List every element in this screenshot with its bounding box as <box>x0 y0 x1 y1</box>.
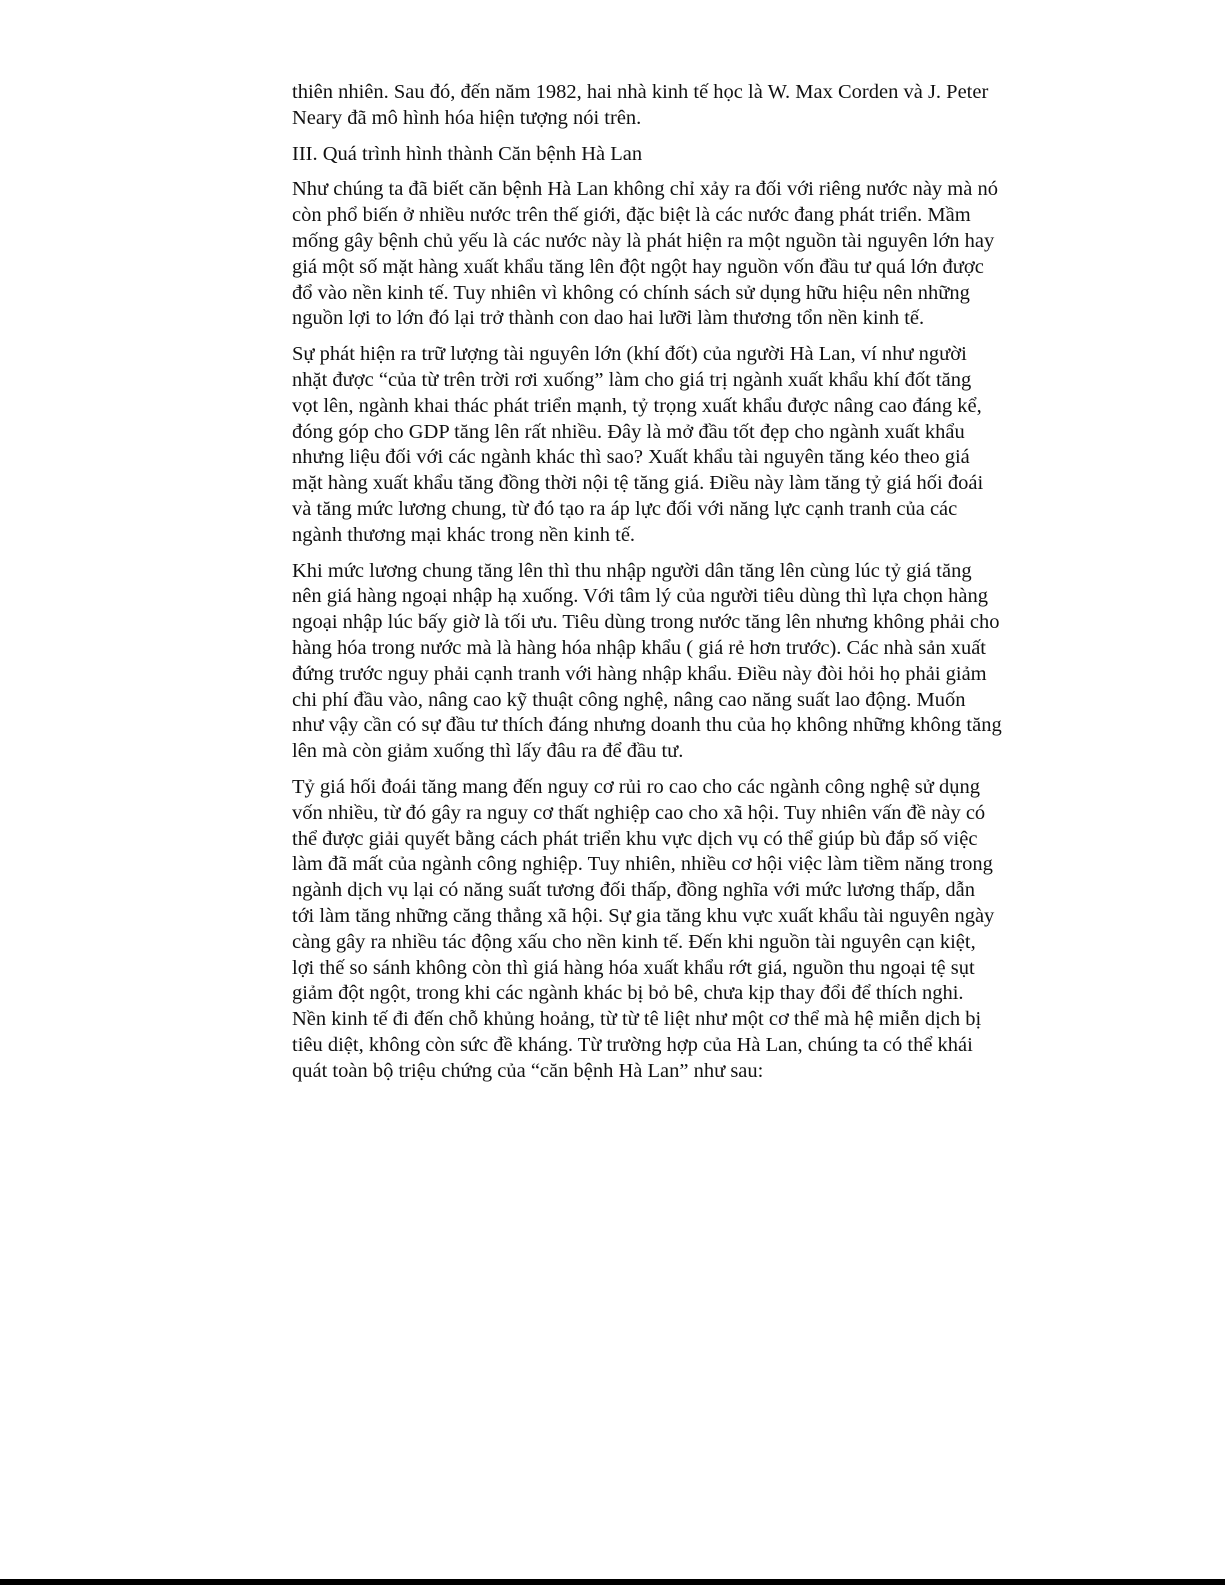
document-body <box>292 80 1002 1094</box>
paragraph-wages-imports: Khi mức lương chung tăng lên thì thu nhập người dân tăng lên cùng lúc tỷ giá tăng nên giá hàng ngoại nhập hạ xuống. Với tâm lý của người tiêu dùng thì lựa chọn hàng ngoại nhập lúc bấy giờ là tối ưu. Tiêu dùng trong nước tăng lên nhưng không phải cho hàng hóa trong nước mà là hàng hóa nhập khẩu ( giá rẻ hơn trước). Các nhà sản xuất đứng trước nguy phải cạnh tranh với hàng nhập khẩu. Điều này đòi hỏi họ phải giảm chi phí đầu vào, nâng cao kỹ thuật công nghệ, nâng cao năng suất lao động. Muốn như vậy cần có sự đầu tư thích đáng nhưng doanh thu của họ không những không tăng lên mà còn giảm xuống thì lấy đâu ra để đầu tư. <box>292 559 1002 763</box>
paragraph-exchange-rate: Tỷ giá hối đoái tăng mang đến nguy cơ rủi ro cao cho các ngành công nghệ sử dụng vốn nhiều, từ đó gây ra nguy cơ thất nghiệp cao cho xã hội. Tuy nhiên vấn đề này có thể được giải quyết bằng cách phát triển khu vực dịch vụ có thể giúp bù đắp số việc làm đã mất của ngành công nghiệp. Tuy nhiên, nhiều cơ hội việc làm tiềm năng trong ngành dịch vụ lại có năng suất tương đối thấp, đồng nghĩa với mức lương thấp, dẫn tới làm tăng những căng thẳng xã hội. Sự gia tăng khu vực xuất khẩu tài nguyên ngày càng gây ra nhiều tác động xấu cho nền kinh tế. Đến khi nguồn tài nguyên cạn kiệt, lợi thế so sánh không còn thì giá hàng hóa xuất khẩu rớt giá, nguồn thu ngoại tệ sụt giảm đột ngột, trong khi các ngành khác bị bỏ bê, chưa kịp thay đổi để thích nghi. Nền kinh tế đi đến chỗ khủng hoảng, từ từ tê liệt như một cơ thể mà hệ miễn dịch bị tiêu diệt, không còn sức đề kháng. Từ trường hợp của Hà Lan, chúng ta có thể khái quát toàn bộ triệu chứng của “căn bệnh Hà Lan” như sau: <box>292 775 995 1082</box>
section-heading: III. Quá trình hình thành Căn bệnh Hà Lan <box>292 142 643 165</box>
paragraph-intro-continuation: thiên nhiên. Sau đó, đến năm 1982, hai nhà kinh tế học là W. Max Corden và J. Peter Neary đã mô hình hóa hiện tượng nói trên. <box>292 81 989 129</box>
paragraph-overview: Như chúng ta đã biết căn bệnh Hà Lan không chỉ xảy ra đối với riêng nước này mà nó còn phổ biến ở nhiều nước trên thế giới, đặc biệt là các nước đang phát triển. Mầm mống gây bệnh chủ yếu là các nước này là phát hiện ra một nguồn tài nguyên lớn hay giá một số mặt hàng xuất khẩu tăng lên đột ngột hay nguồn vốn đầu tư quá lớn được đổ vào nền kinh tế. Tuy nhiên vì không có chính sách sử dụng hữu hiệu nên những nguồn lợi to lớn đó lại trở thành con dao hai lưỡi làm thương tổn nền kinh tế. <box>292 178 998 330</box>
paragraph-gas-discovery: Sự phát hiện ra trữ lượng tài nguyên lớn (khí đốt) của người Hà Lan, ví như người nhặt được “của từ trên trời rơi xuống” làm cho giá trị ngành xuất khẩu khí đốt tăng vọt lên, ngành khai thác phát triển mạnh, tỷ trọng xuất khẩu được nâng cao đáng kể, đóng góp cho GDP tăng lên rất nhiều. Đây là mở đầu tốt đẹp cho ngành xuất khẩu nhưng liệu đối với các ngành khác thì sao? Xuất khẩu tài nguyên tăng kéo theo giá mặt hàng xuất khẩu tăng đồng thời nội tệ tăng giá. Điều này làm tăng tỷ giá hối đoái và tăng mức lương chung, từ đó tạo ra áp lực đối với năng lực cạnh tranh của các ngành thương mại khác trong nền kinh tế. <box>292 343 984 546</box>
page-bottom-border <box>0 1579 1225 1585</box>
